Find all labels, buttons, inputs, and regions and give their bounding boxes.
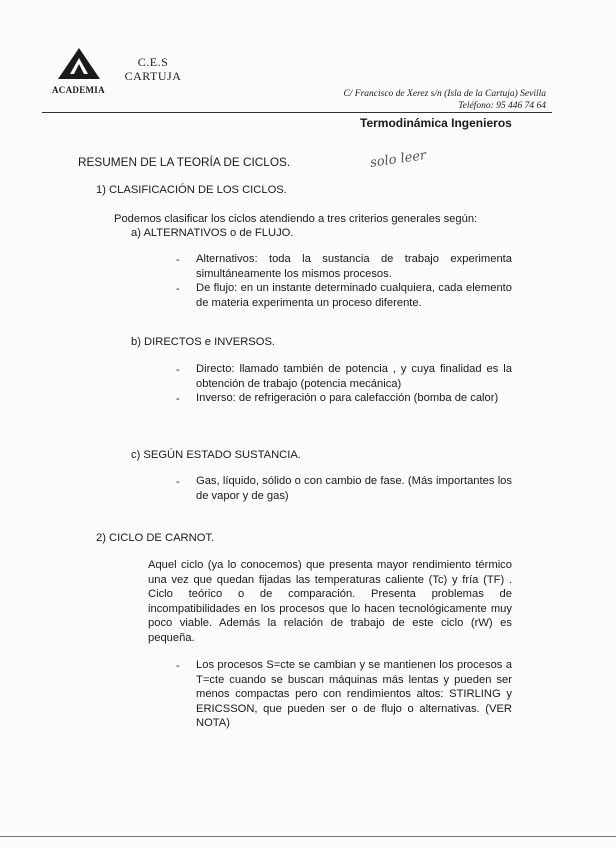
subsection-a-label: a) ALTERNATIVOS o de FLUJO. [131, 227, 294, 239]
address-line: C/ Francisco de Xerez s/n (Isla de la Cartuja) Sevilla [343, 89, 546, 99]
phone-line: Teléfono: 95 446 74 64 [458, 101, 546, 111]
address-block [290, 88, 546, 112]
bullet-dash: - [176, 393, 180, 405]
school-line-2: CARTUJA [124, 69, 182, 83]
handwritten-note: solo leer [369, 148, 428, 171]
bullet-dash: - [176, 283, 180, 295]
course-title: Termodinámica Ingenieros [360, 116, 512, 130]
b-item-directo: Directo: llamado también de potencia , y cuya finalidad es la obtención de trabajo (potencia mecánica) [196, 363, 512, 390]
section-1-intro: Podemos clasificar los ciclos atendiendo a tres criterios generales según: [114, 213, 478, 225]
subsection-b-label: b) DIRECTOS e INVERSOS. [131, 336, 276, 348]
school-name [118, 55, 188, 83]
school-line-1: C.E.S [137, 55, 169, 69]
section-2-heading: 2) CICLO DE CARNOT. [96, 532, 215, 544]
b-item-inverso: Inverso: de refrigeración o para calefacción (bomba de calor) [196, 392, 499, 404]
a-item-flujo: De flujo: en un instante determinado cualquiera, cada elemento de materia experimenta un proceso diferente. [196, 282, 512, 309]
carnot-item-stirling: Los procesos S=cte se cambian y se mantienen los procesos a T=cte cuando se buscan máquinas más lentas y pueden ser menos compactas pero con rendimientos altos: STIRLING y ERICSSON, que pueden ser o de flujo o alternativas. (VER NOTA) [196, 659, 512, 729]
a-item-alternativos: Alternativos: toda la sustancia de trabajo experimenta simultáneamente los mismos procesos. [196, 253, 512, 280]
logo-text: ACADEMIA [52, 85, 105, 95]
subsection-c-label: c) SEGÚN ESTADO SUSTANCIA. [131, 449, 301, 461]
section-1-heading: 1) CLASIFICACIÓN DE LOS CICLOS. [96, 184, 287, 196]
header-rule [42, 112, 552, 113]
bullet-dash: - [176, 254, 180, 266]
carnot-paragraph: Aquel ciclo (ya lo conocemos) que presenta mayor rendimiento térmico una vez que quedan fijadas las temperaturas caliente (Tc) y fría (TF) . Ciclo teórico o de comparación. Presenta problemas de incompatibilidades en los procesos que lo hacen tecnológicamente muy poco viable. Además la relación de trabajo de este ciclo (rW) es pequeña. [148, 559, 512, 644]
document-title: RESUMEN DE LA TEORÍA DE CICLOS. [78, 155, 291, 169]
bullet-dash: - [176, 660, 180, 672]
bullet-dash: - [176, 476, 180, 488]
bullet-dash: - [176, 364, 180, 376]
c-item-estado: Gas, líquido, sólido o con cambio de fase. (Más importantes los de vapor y de gas) [196, 475, 512, 502]
academia-logo-icon [56, 46, 102, 82]
footer-rule [0, 836, 616, 837]
